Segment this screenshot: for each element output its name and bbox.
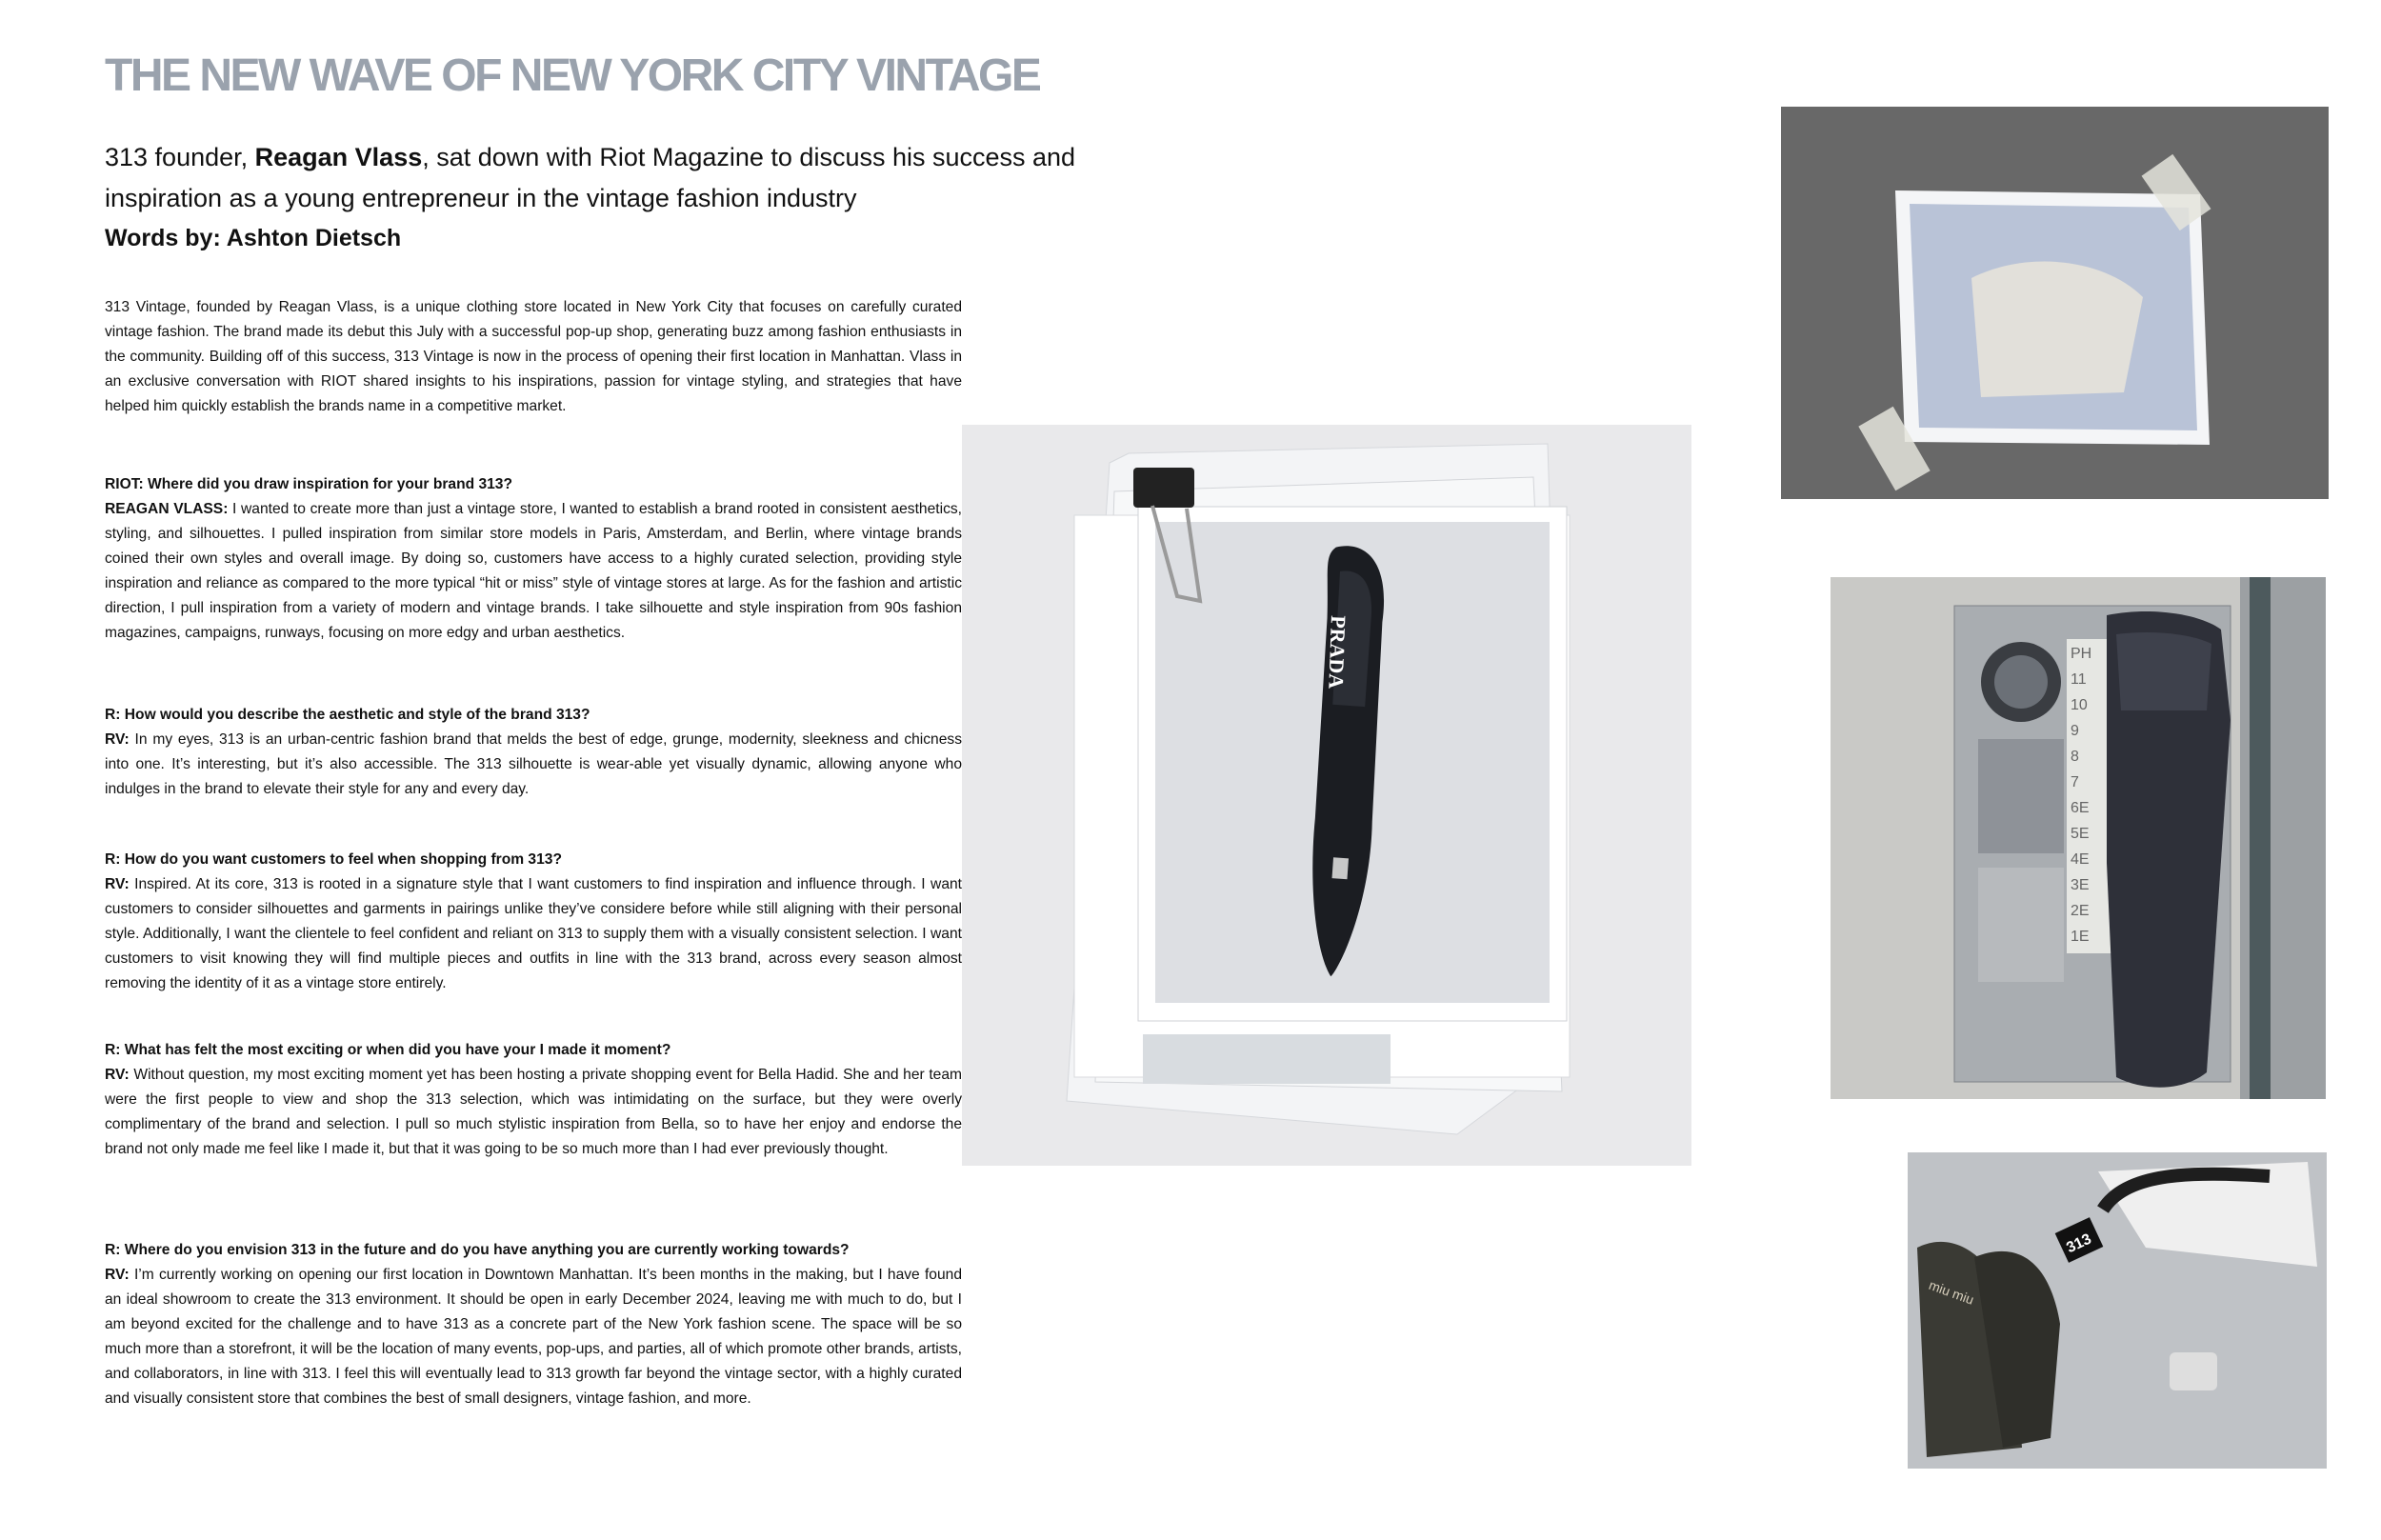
qa-question: R: Where do you envision 313 in the future and do you have anything you are currently working towards? [105,1242,850,1258]
intercom-label: 6E [2071,800,2090,816]
qa-answer: In my eyes, 313 is an urban-centric fashion brand that melds the best of edge, grunge, modernity, sleekness and chicness into one. It’s interesting, but it’s also accessible. The 313 silhouette is wear-able yet visually dynamic, allowing anyone who indulges in the brand to elevate their style for any and every day. [105,731,962,797]
shoe-sole-text: miu miu [1927,1276,1976,1308]
qa-block [105,1238,962,1411]
qa-answer: I wanted to create more than just a vintage store, I wanted to establish a brand rooted in consistent aesthetics, styling, and silhouettes. I pulled inspiration from similar store models in Paris, Amsterdam, and Berlin, where vintage brands coined their own styles and overall image. By doing so, customers have access to a highly curated selection, providing style inspiration and reliance as compared to the more typical “hit or miss” style of vintage stores at large. As for the fashion and artistic direction, I pull inspiration from a variety of modern and vintage brands. I take silhouette and style inspiration from 90s fashion magazines, campaigns, runways, focusing on more edgy and urban aesthetics. [105,501,962,641]
subtitle-post: , sat down with Riot Magazine to discuss his success and inspiration as a young entrepreneur in the vintage fashion industry [105,143,1076,212]
intercom-label: PH [2071,646,2092,662]
qa-answer: I’m currently working on opening our first location in Downtown Manhattan. It’s been months in the making, but I have found an ideal showroom to create the 313 environment. It should be open in early December 2024, leaving me with much to do, but I am beyond excited for the challenge and to have 313 as a concrete part of the New York fashion scene. The space will be so much more than a storefront, it will be the location of many events, pop-ups, and parties, all of which promote other brands, artists, and collaborators, in line with 313. I feel this will eventually lead to 313 growth far beyond the vintage sector, with a highly curated and visually consistent store that combines the best of small designers, vintage fashion, and more. [105,1267,962,1407]
qa-speaker-label: RV: [105,876,130,892]
qa-speaker-label: RV: [105,731,130,748]
qa-question: R: What has felt the most exciting or when did you have your I made it moment? [105,1042,671,1058]
prada-shoe-photo [962,425,1691,1166]
intercom-label: 3E [2071,877,2090,893]
intercom-label: 8 [2071,749,2079,765]
handbag-print-photo [1781,107,2329,499]
article-subtitle [105,137,1133,219]
loafers-photo [1908,1152,2327,1469]
qa-speaker-label: RV: [105,1267,130,1283]
intercom-label: 7 [2071,774,2079,790]
intercom-label: 5E [2071,826,2090,842]
tag-313-text: 313 [2064,1230,2094,1257]
intercom-label: 1E [2071,929,2090,945]
intro-paragraph [105,295,962,419]
qa-answer: Inspired. At its core, 313 is rooted in a signature style that I want customers to find inspiration and influence through. I want customers to consider silhouettes and garments in pairings unlike they’ve considere before while still aligning with their personal style. Additionally, I want the clientele to feel confident and reliant on 313 to supply them with a visually consistent selection. I want customers to visit knowing they will find multiple pieces and outfits in line with the 313 brand, across every season almost removing the identity of it as a vintage store entirely. [105,876,962,991]
qa-speaker-label: REAGAN VLASS: [105,501,229,517]
intercom-label: 11 [2071,671,2087,688]
qa-question: R: How would you describe the aesthetic and style of the brand 313? [105,707,590,723]
qa-question: RIOT: Where did you draw inspiration for your brand 313? [105,476,513,492]
founder-name: Reagan Vlass [254,143,423,171]
article-title: THE NEW WAVE OF NEW YORK CITY VINTAGE [105,50,1040,101]
qa-block [105,703,962,802]
qa-block [105,848,962,996]
intercom-label: 2E [2071,903,2090,919]
qa-speaker-label: RV: [105,1067,130,1083]
intercom-bag-photo [1831,577,2326,1099]
intro-text: 313 Vintage, founded by Reagan Vlass, is a unique clothing store located in New York City that focuses on carefully curated vintage fashion. The brand made its debut this July with a successful pop-up shop, generating buzz among fashion enthusiasts in the community. Building off of this success, 313 Vintage is now in the process of opening their first location in Manhattan. Vlass in an exclusive conversation with RIOT shared insights to his inspirations, passion for vintage styling, and strategies that have helped him quickly establish the brands name in a competitive market. [105,299,962,414]
byline: Words by: Ashton Dietsch [105,225,402,251]
qa-answer: Without question, my most exciting moment yet has been hosting a private shopping event for Bella Hadid. She and her team were the first people to view and shop the 313 selection, which was intimidating on the surface, but they were overly complimentary of the brand and selection. I pull so much stylistic inspiration from Bella, so to have her enjoy and endorse the brand not only made me feel like I made it, but that it was going to be so much more than I had ever previously thought. [105,1067,962,1157]
qa-block [105,1038,962,1162]
intercom-label: 4E [2071,851,2090,868]
qa-question: R: How do you want customers to feel when shopping from 313? [105,851,562,868]
shoe-brand-text: PRADA [1324,614,1351,690]
intercom-label: 10 [2071,697,2088,713]
qa-block [105,472,962,646]
intercom-label: 9 [2071,723,2079,739]
subtitle-pre: 313 founder, [105,143,255,171]
